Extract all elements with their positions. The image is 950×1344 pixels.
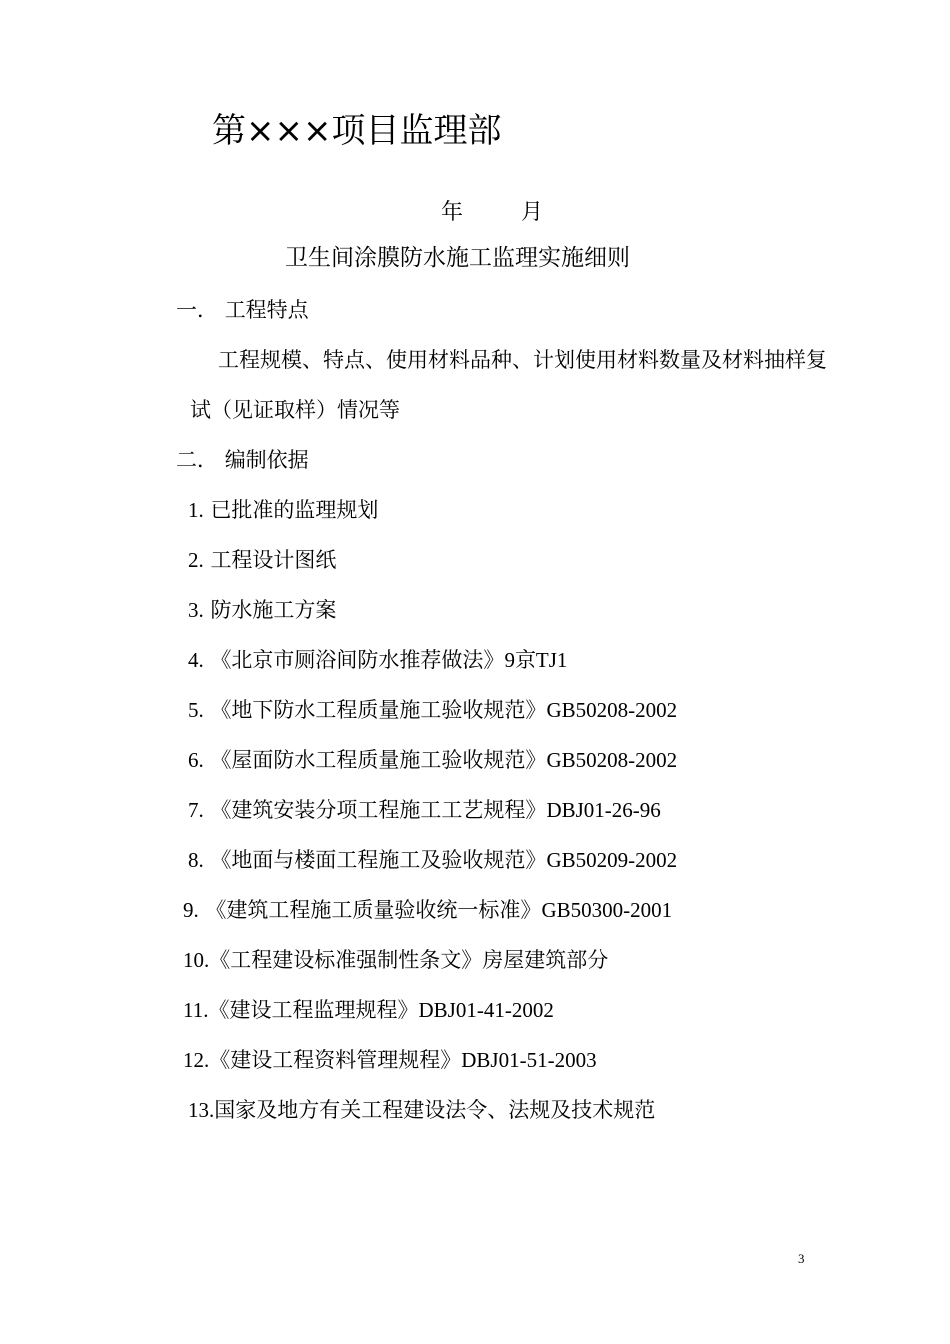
list-item-number: 10. [183, 948, 210, 972]
list-item [183, 946, 608, 974]
section-number: 二． [176, 448, 218, 472]
date-year: 年 [441, 200, 464, 225]
list-item [188, 1096, 655, 1124]
list-item-text: 《工程建设标准强制性条文》房屋建筑部分 [209, 948, 609, 972]
list-item [188, 846, 677, 874]
list-item-text: 工程设计图纸 [210, 548, 337, 572]
list-item-text: 《建设工程资料管理规程》 [209, 1048, 462, 1072]
list-item-text: 《建筑安装分项工程施工工艺规程》 [210, 798, 547, 822]
list-item [188, 696, 677, 724]
section-title: 工程特点 [224, 298, 309, 322]
list-item [183, 1046, 597, 1074]
list-item-number: 5. [188, 698, 204, 722]
list-item-text: 《建筑工程施工质量验收统一标准》 [205, 898, 542, 922]
list-item [188, 496, 378, 524]
org-title: 第×××项目监理部 [212, 111, 502, 151]
list-item-number: 11. [183, 998, 209, 1022]
list-item-number: 4. [188, 648, 204, 672]
list-item-text: 《北京市厕浴间防水推荐做法》 [210, 648, 505, 672]
list-item-text: 国家及地方有关工程建设法令、法规及技术规范 [214, 1098, 656, 1122]
list-item-code: DBJ01-41-2002 [418, 998, 554, 1022]
section-title: 编制依据 [224, 448, 309, 472]
list-item-number: 9. [183, 898, 199, 922]
section-heading-basis [176, 446, 309, 474]
section-number: 一． [176, 298, 218, 322]
list-item [188, 646, 567, 674]
list-item-code: GB50209-2002 [546, 848, 678, 872]
list-item [188, 796, 661, 824]
list-item [188, 546, 336, 574]
list-item-code: GB50208-2002 [546, 748, 678, 772]
list-item [188, 596, 336, 624]
list-item-number: 2. [188, 548, 204, 572]
paragraph-line: 试（见证取样）情况等 [190, 398, 400, 422]
list-item-code: DBJ01-51-2003 [461, 1048, 597, 1072]
list-item-number: 6. [188, 748, 204, 772]
list-item-code: 9京TJ1 [504, 648, 568, 672]
list-item-text: 防水施工方案 [210, 598, 337, 622]
paragraph-line: 工程规模、特点、使用材料品种、计划使用材料数量及材料抽样复 [218, 348, 827, 372]
list-item [188, 746, 677, 774]
list-item [183, 996, 554, 1024]
list-item-text: 已批准的监理规划 [210, 498, 379, 522]
document-title: 卫生间涂膜防水施工监理实施细则 [285, 245, 630, 271]
list-item-code: GB50300-2001 [541, 898, 673, 922]
list-item-number: 1. [188, 498, 204, 522]
list-item-number: 8. [188, 848, 204, 872]
list-item-code: DBJ01-26-96 [546, 798, 661, 822]
page-number: 3 [798, 1251, 805, 1266]
list-item-number: 7. [188, 798, 204, 822]
list-item-code: GB50208-2002 [546, 698, 678, 722]
list-item-text: 《地面与楼面工程施工及验收规范》 [210, 848, 547, 872]
list-item-number: 13. [188, 1098, 215, 1122]
list-item-text: 《建设工程监理规程》 [208, 998, 419, 1022]
list-item-text: 《地下防水工程质量施工验收规范》 [210, 698, 547, 722]
list-item-text: 《屋面防水工程质量施工验收规范》 [210, 748, 547, 772]
section-heading-characteristics [176, 296, 309, 324]
list-item-number: 3. [188, 598, 204, 622]
list-item [183, 896, 672, 924]
list-item-number: 12. [183, 1048, 210, 1072]
date-month: 月 [521, 200, 544, 225]
